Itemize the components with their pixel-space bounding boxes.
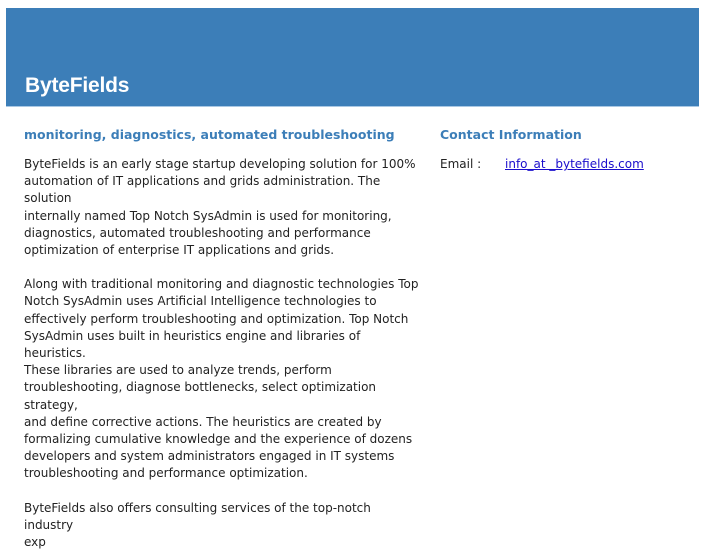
header-banner	[6, 8, 699, 107]
intro-paragraph: ByteFields is an early stage startup developing solution for 100% automation of IT applications and grids administration. The solution internally named Top Notch SysAdmin is used for monitoring, diagnostics, automated troubleshooting and performance optimization of enterprise IT applications and grids.	[24, 157, 416, 258]
main-content	[24, 126, 419, 551]
main-heading: monitoring, diagnostics, automated troubleshooting	[24, 127, 395, 142]
contact-sidebar	[440, 126, 700, 173]
technology-paragraph: Along with traditional monitoring and diagnostic technologies Top Notch SysAdmin uses Artificial Intelligence technologies to effectively perform troubleshooting and optimization. Top Notch SysAdmin uses built in heuristics engine and libraries of heuristics. These libraries are used to analyze trends, perform troubleshooting, diagnose bottlenecks, select optimization strategy, and define corrective actions. The heuristics are created by formalizing cumulative knowledge and the experience of dozens developers and system administrators engaged in IT systems troubleshooting and performance optimization.	[24, 277, 419, 481]
contact-heading: Contact Information	[440, 127, 582, 142]
email-row	[440, 156, 700, 173]
site-title: ByteFields	[25, 74, 130, 97]
consulting-paragraph: ByteFields also offers consulting services of the top-notch industry exp	[24, 500, 371, 550]
email-label: Email :	[440, 157, 482, 171]
email-link[interactable]: info_at _bytefields.com	[505, 157, 644, 171]
